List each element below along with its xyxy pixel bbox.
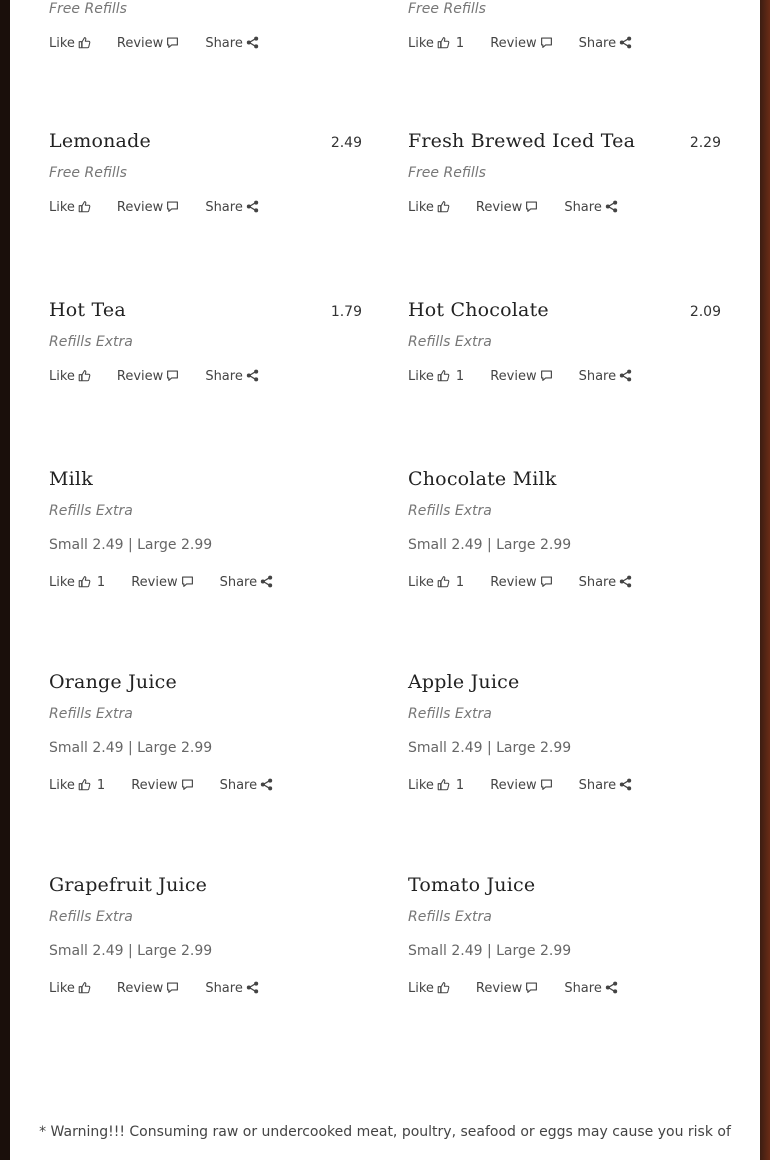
- item-sizes: Small 2.49 | Large 2.99: [49, 740, 213, 756]
- item-sizes: Small 2.49 | Large 2.99: [49, 537, 213, 553]
- menu-item: [408, 671, 721, 811]
- share-label: Share: [564, 200, 602, 215]
- item-price: 2.09: [689, 304, 721, 320]
- item-actions: [49, 778, 299, 793]
- like-label: Like: [49, 778, 75, 793]
- share-icon: [619, 36, 632, 49]
- item-price: 1.79: [330, 304, 362, 320]
- item-actions: [408, 36, 658, 51]
- like-button[interactable]: [49, 36, 91, 51]
- item-description: Free Refills: [49, 165, 127, 181]
- thumbs-up-icon: [437, 981, 450, 994]
- like-label: Like: [408, 575, 434, 590]
- comment-icon: [166, 200, 179, 213]
- like-button[interactable]: [49, 778, 105, 793]
- review-label: Review: [490, 778, 537, 793]
- item-actions: [408, 981, 644, 996]
- share-button[interactable]: [579, 36, 633, 51]
- like-count: 1: [96, 778, 106, 793]
- review-label: Review: [116, 981, 164, 996]
- like-count: 1: [455, 36, 465, 51]
- item-description: Refills Extra: [49, 503, 133, 519]
- share-label: Share: [578, 778, 617, 793]
- like-label: Like: [49, 36, 75, 51]
- like-label: Like: [49, 369, 75, 384]
- item-name: Chocolate Milk: [408, 468, 557, 490]
- comment-icon: [525, 981, 538, 994]
- review-label: Review: [131, 778, 178, 793]
- like-button[interactable]: [408, 981, 450, 996]
- thumbs-up-icon: [78, 36, 91, 49]
- item-actions: [408, 200, 644, 215]
- menu-item: [49, 0, 362, 66]
- like-button[interactable]: [49, 981, 91, 996]
- review-button[interactable]: [131, 778, 193, 793]
- item-description: Free Refills: [49, 1, 127, 17]
- comment-icon: [181, 778, 194, 791]
- item-actions: [49, 200, 285, 215]
- thumbs-up-icon: [437, 575, 450, 588]
- menu-item: [49, 468, 362, 608]
- comment-icon: [540, 778, 553, 791]
- thumbs-up-icon: [78, 369, 91, 382]
- menu-item: [49, 671, 362, 811]
- item-description: Refills Extra: [408, 334, 492, 350]
- item-name: Grapefruit Juice: [49, 874, 208, 896]
- share-button[interactable]: [220, 778, 274, 793]
- menu-item: [49, 874, 362, 1014]
- like-button[interactable]: [49, 369, 91, 384]
- item-description: Refills Extra: [408, 909, 492, 925]
- like-count: 1: [455, 369, 465, 384]
- like-label: Like: [49, 981, 75, 996]
- thumbs-up-icon: [437, 200, 450, 213]
- menu-item: [408, 874, 721, 1014]
- comment-icon: [540, 575, 553, 588]
- review-label: Review: [475, 981, 523, 996]
- item-sizes: Small 2.49 | Large 2.99: [408, 740, 572, 756]
- comment-icon: [540, 369, 553, 382]
- share-icon: [619, 575, 632, 588]
- item-name: Orange Juice: [49, 671, 177, 693]
- review-button[interactable]: [131, 575, 193, 590]
- comment-icon: [181, 575, 194, 588]
- like-label: Like: [49, 200, 75, 215]
- share-button[interactable]: [205, 36, 259, 51]
- share-icon: [260, 778, 273, 791]
- share-button[interactable]: [564, 981, 618, 996]
- comment-icon: [540, 36, 553, 49]
- item-sizes: Small 2.49 | Large 2.99: [49, 943, 213, 959]
- thumbs-up-icon: [437, 369, 450, 382]
- share-icon: [246, 200, 259, 213]
- comment-icon: [166, 36, 179, 49]
- like-label: Like: [408, 200, 434, 215]
- review-button[interactable]: [117, 36, 179, 51]
- item-sizes: Small 2.49 | Large 2.99: [408, 943, 572, 959]
- review-button[interactable]: [490, 778, 552, 793]
- item-name: Fresh Brewed Iced Tea: [408, 130, 636, 152]
- like-count: 1: [455, 778, 465, 793]
- review-label: Review: [116, 200, 164, 215]
- menu-item: [49, 130, 362, 230]
- menu-item: [408, 130, 721, 230]
- share-label: Share: [205, 369, 243, 384]
- item-name: Lemonade: [49, 130, 151, 152]
- warning-text: * Warning!!! Consuming raw or undercooked meat, poultry, seafood or eggs may cause you risk of: [39, 1124, 731, 1140]
- share-label: Share: [219, 778, 258, 793]
- item-description: Refills Extra: [49, 334, 133, 350]
- like-button[interactable]: [49, 200, 91, 215]
- share-button[interactable]: [564, 200, 618, 215]
- review-label: Review: [475, 200, 523, 215]
- item-name: Tomato Juice: [408, 874, 536, 896]
- review-button[interactable]: [490, 36, 552, 51]
- item-actions: [49, 36, 285, 51]
- item-name: Milk: [49, 468, 93, 490]
- review-button[interactable]: [476, 981, 538, 996]
- share-button[interactable]: [205, 200, 259, 215]
- thumbs-up-icon: [437, 778, 450, 791]
- menu-item: [49, 299, 362, 399]
- share-label: Share: [564, 981, 602, 996]
- comment-icon: [166, 981, 179, 994]
- share-label: Share: [205, 200, 243, 215]
- item-name: Hot Tea: [49, 299, 126, 321]
- review-label: Review: [490, 369, 537, 384]
- item-description: Refills Extra: [408, 503, 492, 519]
- share-button[interactable]: [220, 575, 274, 590]
- share-icon: [260, 575, 273, 588]
- review-button[interactable]: [490, 369, 552, 384]
- review-label: Review: [116, 369, 164, 384]
- share-icon: [605, 981, 618, 994]
- share-label: Share: [578, 369, 617, 384]
- item-actions: [49, 369, 285, 384]
- review-button[interactable]: [476, 200, 538, 215]
- like-label: Like: [408, 778, 434, 793]
- share-icon: [619, 369, 632, 382]
- share-button[interactable]: [579, 778, 633, 793]
- share-button[interactable]: [579, 575, 633, 590]
- item-actions: [49, 575, 299, 590]
- like-button[interactable]: [408, 36, 464, 51]
- like-count: 1: [455, 575, 465, 590]
- share-button[interactable]: [205, 981, 259, 996]
- like-label: Like: [408, 369, 434, 384]
- thumbs-up-icon: [78, 200, 91, 213]
- review-label: Review: [490, 575, 537, 590]
- item-sizes: Small 2.49 | Large 2.99: [408, 537, 572, 553]
- like-button[interactable]: [408, 369, 464, 384]
- share-label: Share: [219, 575, 258, 590]
- review-label: Review: [131, 575, 178, 590]
- item-price: 2.29: [689, 135, 721, 151]
- comment-icon: [166, 369, 179, 382]
- item-actions: [408, 369, 658, 384]
- thumbs-up-icon: [78, 575, 91, 588]
- review-label: Review: [490, 36, 537, 51]
- share-label: Share: [205, 36, 243, 51]
- like-label: Like: [408, 36, 434, 51]
- review-button[interactable]: [117, 200, 179, 215]
- item-name: Hot Chocolate: [408, 299, 549, 321]
- share-icon: [246, 981, 259, 994]
- review-button[interactable]: [117, 981, 179, 996]
- item-price: 2.49: [330, 135, 362, 151]
- item-actions: [49, 981, 285, 996]
- share-icon: [246, 36, 259, 49]
- item-description: Free Refills: [408, 165, 486, 181]
- menu-item: [408, 299, 721, 399]
- item-description: Refills Extra: [49, 706, 133, 722]
- share-button[interactable]: [205, 369, 259, 384]
- like-button[interactable]: [49, 575, 105, 590]
- item-description: Free Refills: [408, 1, 486, 17]
- item-name: Apple Juice: [408, 671, 520, 693]
- like-button[interactable]: [408, 200, 450, 215]
- menu-item: [408, 0, 721, 66]
- review-button[interactable]: [117, 369, 179, 384]
- like-label: Like: [49, 575, 75, 590]
- comment-icon: [525, 200, 538, 213]
- share-label: Share: [205, 981, 243, 996]
- share-label: Share: [578, 36, 617, 51]
- item-description: Refills Extra: [408, 706, 492, 722]
- item-actions: [408, 575, 658, 590]
- share-button[interactable]: [579, 369, 633, 384]
- item-actions: [408, 778, 658, 793]
- like-label: Like: [408, 981, 434, 996]
- item-description: Refills Extra: [49, 909, 133, 925]
- like-button[interactable]: [408, 575, 464, 590]
- share-icon: [246, 369, 259, 382]
- review-label: Review: [116, 36, 164, 51]
- review-button[interactable]: [490, 575, 552, 590]
- share-label: Share: [578, 575, 617, 590]
- thumbs-up-icon: [437, 36, 450, 49]
- like-count: 1: [96, 575, 106, 590]
- like-button[interactable]: [408, 778, 464, 793]
- thumbs-up-icon: [78, 778, 91, 791]
- menu-item: [408, 468, 721, 608]
- share-icon: [619, 778, 632, 791]
- thumbs-up-icon: [78, 981, 91, 994]
- share-icon: [605, 200, 618, 213]
